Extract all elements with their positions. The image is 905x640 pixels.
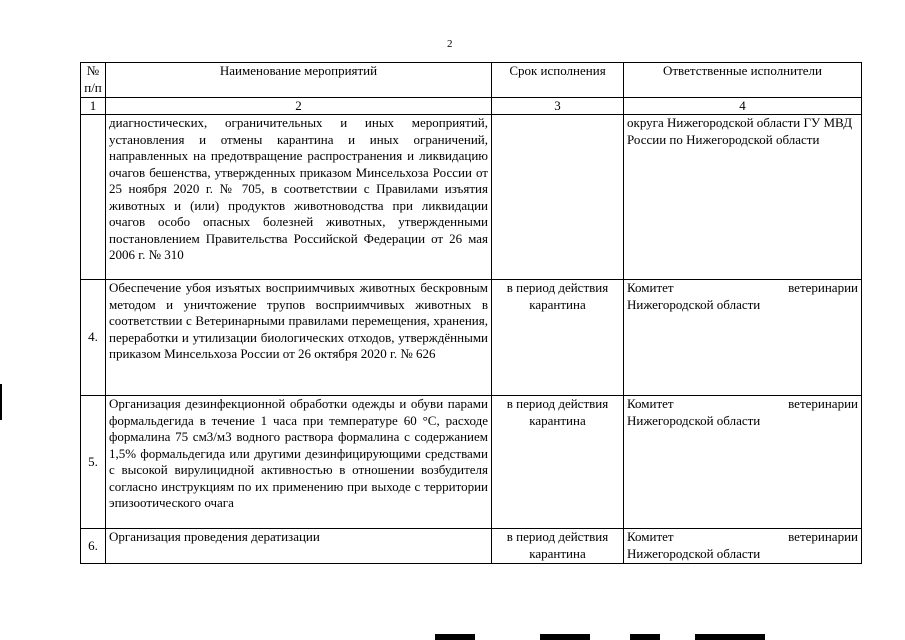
- responsible-second: ветеринарии: [788, 529, 858, 544]
- measure-responsible: [624, 280, 862, 396]
- responsible-first: Комитет: [627, 396, 674, 411]
- measure-responsible: [624, 529, 862, 564]
- measure-name: Обеспечение убоя изъятых восприимчивых животных бескровным методом и уничтожение трупов восприимчивых животных в соответствии с Ветеринарными правилами перемещения, хранения, переработки и утилизации биологических отходов, утверждёнными приказом Минсельхоза России от 26 октября 2020 г. № 626: [106, 280, 492, 396]
- header-term: Срок исполнения: [492, 63, 624, 98]
- column-number: 2: [106, 98, 492, 115]
- page-number: 2: [447, 38, 453, 50]
- measures-table: [80, 62, 862, 564]
- column-number: 1: [81, 98, 106, 115]
- responsible-first: Комитет: [627, 529, 674, 544]
- table-row: [81, 115, 862, 280]
- column-number: 4: [624, 98, 862, 115]
- column-number: 3: [492, 98, 624, 115]
- measure-term: в период действия карантина: [492, 280, 624, 396]
- measure-term: в период действия карантина: [492, 396, 624, 529]
- row-number: 4.: [81, 280, 106, 396]
- responsible-first: Комитет: [627, 280, 674, 295]
- responsible-second: ветеринарии: [788, 280, 858, 295]
- scan-mark: [695, 634, 765, 640]
- header-name: Наименование мероприятий: [106, 63, 492, 98]
- table-row: [81, 280, 862, 396]
- measure-name: Организация проведения дератизации: [106, 529, 492, 564]
- header-row: [81, 63, 862, 98]
- table-row: [81, 529, 862, 564]
- scan-mark: [540, 634, 590, 640]
- responsible-rest: Нижегородской области: [627, 545, 761, 561]
- measure-name: диагностических, ограничительных и иных мероприятий, установления и отмены карантина и иных ограничений, направленных на предотвращение распространения и ликвидацию очагов бешенства, утвержденных приказом Минсельхоза России от 25 ноября 2020 г. № 705, в соответствии с Правилами изъятия животных и (или) продуктов животноводства при ликвидации очагов особо опасных болезней животных, утвержденными постановлением Правительства Российской Федерации от 26 мая 2006 г. № 310: [106, 115, 492, 280]
- scan-mark: [435, 634, 475, 640]
- row-number: 6.: [81, 529, 106, 564]
- measure-responsible: [624, 396, 862, 529]
- table-row: [81, 396, 862, 529]
- measure-name: Организация дезинфекционной обработки одежды и обуви парами формальдегида в течение 1 часа при температуре 60 °С, расходе формалина 75 см3/м3 водного раствора формалина с содержанием 1,5% формальдегида или другими дезинфицирующими средствами с высокой вирулицидной активностью в отношении возбудителя согласно инструкциям по их применению при выходе с территории эпизоотического очага: [106, 396, 492, 529]
- measure-responsible: округа Нижегородской области ГУ МВД России по Нижегородской области: [624, 115, 862, 280]
- column-number-row: [81, 98, 862, 115]
- responsible-second: ветеринарии: [788, 396, 858, 411]
- measure-term: [492, 115, 624, 280]
- scan-mark: [0, 384, 2, 420]
- header-responsible: Ответственные исполнители: [624, 63, 862, 98]
- responsible-rest: Нижегородской области: [627, 412, 761, 428]
- scan-mark: [630, 634, 660, 640]
- row-number: [81, 115, 106, 280]
- responsible-rest: Нижегородской области: [627, 296, 761, 312]
- measure-term: в период действия карантина: [492, 529, 624, 564]
- row-number: 5.: [81, 396, 106, 529]
- header-no: № п/п: [81, 63, 106, 98]
